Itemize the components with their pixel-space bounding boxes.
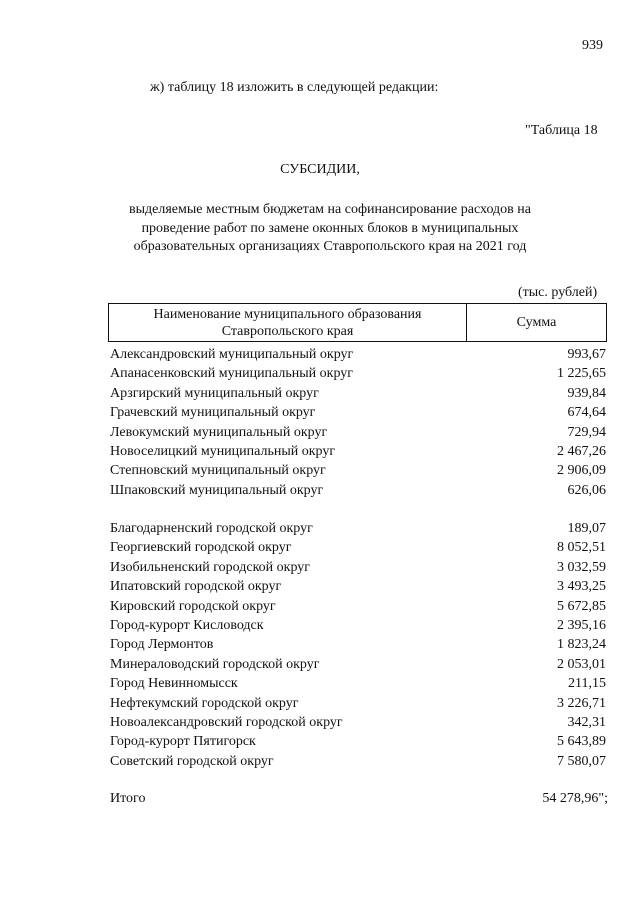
total-sum: 54 278,96"; — [542, 791, 608, 806]
row-sum: 3 226,71 — [557, 695, 606, 711]
row-sum: 626,06 — [567, 482, 606, 498]
table-row — [110, 597, 606, 616]
row-name: Апанасенковский муниципальный округ — [110, 366, 354, 382]
column-header-name: Наименование муниципального образования Ставропольского края — [109, 304, 467, 341]
row-sum: 1 225,65 — [557, 366, 606, 382]
row-name: Кировский городской округ — [110, 598, 276, 614]
table-row — [110, 384, 606, 403]
document-heading: СУБСИДИИ, — [280, 162, 360, 177]
table-row — [110, 423, 606, 442]
row-sum: 211,15 — [568, 676, 606, 692]
row-name: Город-курорт Кисловодск — [110, 617, 264, 633]
table-row — [110, 713, 606, 732]
row-name: Изобильненский городской округ — [110, 559, 311, 575]
row-sum: 189,07 — [567, 521, 606, 536]
row-name: Новоалександровский городской округ — [110, 714, 343, 730]
row-sum: 5 643,89 — [557, 734, 606, 750]
row-sum: 5 672,85 — [557, 598, 606, 614]
total-row — [110, 791, 608, 807]
row-name: Город-курорт Пятигорск — [110, 734, 256, 750]
row-sum: 2 906,09 — [557, 463, 606, 479]
row-sum: 2 467,26 — [557, 443, 606, 459]
table-row — [110, 655, 606, 674]
table-row — [110, 752, 606, 771]
page-number: 939 — [582, 38, 603, 53]
table-row — [110, 635, 606, 654]
urban-districts-list — [110, 519, 606, 771]
table-row — [110, 403, 606, 422]
row-name: Нефтекумский городской округ — [110, 695, 299, 711]
row-name: Шпаковский муниципальный округ — [110, 482, 324, 498]
intro-text: ж) таблицу 18 изложить в следующей редакции: — [150, 80, 439, 95]
row-sum: 1 823,24 — [557, 637, 606, 653]
municipal-districts-list — [110, 345, 606, 500]
row-sum: 729,94 — [567, 424, 606, 440]
row-sum: 3 032,59 — [557, 559, 606, 575]
row-name: Город Невинномысск — [110, 676, 238, 692]
column-header-sum: Сумма — [516, 314, 557, 330]
row-name: Советский городской округ — [110, 753, 274, 769]
table-row — [110, 481, 606, 500]
row-name: Минераловодский городской округ — [110, 656, 320, 672]
document-subtitle: выделяемые местным бюджетам на софинансирование расходов на проведение работ по замене оконных блоков в муниципальных образовательных организациях Ставропольского края на 2021 год — [128, 202, 531, 254]
row-name: Степновский муниципальный округ — [110, 463, 326, 479]
table-row — [110, 519, 606, 538]
table-row — [110, 364, 606, 383]
table-row — [110, 442, 606, 461]
table-row — [110, 674, 606, 693]
row-name: Грачевский муниципальный округ — [110, 405, 316, 421]
table-row — [110, 694, 606, 713]
row-sum: 3 493,25 — [557, 579, 606, 595]
row-sum: 674,64 — [567, 405, 606, 421]
row-name: Арзгирский муниципальный округ — [110, 385, 319, 401]
row-name: Город Лермонтов — [110, 637, 214, 653]
row-sum: 8 052,51 — [557, 540, 606, 556]
row-sum: 2 053,01 — [557, 656, 606, 672]
row-sum: 993,67 — [567, 347, 606, 362]
table-row — [110, 345, 606, 364]
table-row — [110, 538, 606, 557]
row-name: Ипатовский городской округ — [110, 579, 282, 595]
row-sum: 2 395,16 — [557, 617, 606, 633]
table-row — [110, 616, 606, 635]
row-name: Георгиевский городской округ — [110, 540, 292, 556]
table-label: "Таблица 18 — [525, 123, 598, 138]
units-label: (тыс. рублей) — [518, 285, 598, 300]
row-name: Александровский муниципальный округ — [110, 347, 354, 362]
table-row — [110, 577, 606, 596]
row-name: Левокумский муниципальный округ — [110, 424, 328, 440]
table-header — [108, 303, 607, 342]
table-row — [110, 558, 606, 577]
table-row — [110, 461, 606, 480]
row-sum: 7 580,07 — [557, 753, 606, 769]
row-name: Новоселицкий муниципальный округ — [110, 443, 336, 459]
row-sum: 342,31 — [567, 714, 606, 730]
total-label: Итого — [110, 791, 146, 806]
row-name: Благодарненский городской округ — [110, 521, 313, 536]
row-sum: 939,84 — [567, 385, 606, 401]
table-row — [110, 732, 606, 751]
